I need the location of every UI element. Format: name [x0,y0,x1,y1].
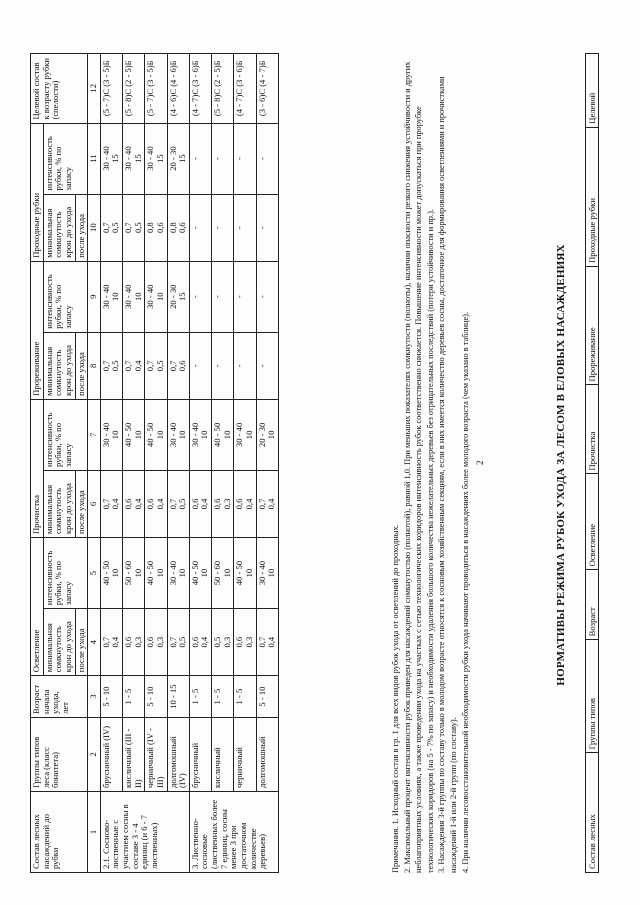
table-cell [123,123,145,194]
table-cell [145,399,167,470]
table-cell [212,399,234,470]
table-cell [234,123,256,194]
secondary-value: 15 [177,154,188,163]
secondary-value: 10 [154,568,165,578]
next-table-header [585,53,599,873]
table-cell: (4 - 7)С (3 - 6)Б [189,54,211,124]
primary-value: - [256,226,267,230]
col-number: 4 [88,609,101,676]
osv-min-header: минимальная сомкнутость крон до ухода [43,609,75,676]
secondary-value: 10 [177,568,188,578]
col-prorezh-header: Прореживание [31,261,44,399]
secondary-value: 0,4 [132,360,143,372]
primary-value: 0,6 [212,498,222,510]
primary-value: 0,6 [234,636,245,648]
table-cell [100,194,122,261]
col-number: 1 [88,792,101,873]
col-number: 11 [88,123,101,194]
table-cell: долгомошный [256,717,278,791]
secondary-value: 0,5 [154,360,165,372]
secondary-value: 10 [221,568,232,578]
secondary-value: 10 [199,568,210,578]
primary-value: 30 - 40 [189,422,200,448]
notes-block [390,53,471,873]
table-cell: (5 - 7)С (3 - 5)Б [100,54,122,124]
table-row [167,54,189,873]
table-cell: (5 - 7)С (3 - 5)Б [145,54,167,124]
primary-value: - [212,157,222,160]
primary-value: 0,7 [100,222,111,234]
table-cell: долгомошный (IV) [167,717,189,791]
table-cell [123,332,145,399]
table-cell [212,261,234,332]
primary-value: 0,7 [123,360,133,372]
header-row-1 [31,54,44,873]
col-prohod-header: Проходные рубки [31,123,44,261]
primary-value: 30 - 40 [100,422,111,448]
primary-value: - [256,157,267,160]
primary-value: 30 - 40 [123,284,133,309]
table-cell [189,609,211,676]
primary-value: 0,7 [167,636,178,648]
primary-value: 30 - 40 [100,284,111,309]
table-cell: 2.1. Сосново-лиственные с участием сосны в составе 3 - 4 единиц (и 6 - 7 лиственных) [100,792,189,873]
secondary-value: 0,3 [154,636,165,648]
table-cell [189,261,211,332]
primary-value: 0,6 [145,498,156,510]
prohod-after-header: после ухода [75,194,88,261]
table-cell: 10 - 15 [167,676,189,718]
table-body [100,54,278,873]
table-cell [100,332,122,399]
secondary-value: 10 [154,430,165,440]
prohod-int-header: интенсивность рубки, % по запасу [43,123,88,194]
secondary-value: 0,6 [177,360,188,372]
secondary-value: 0,4 [199,636,210,648]
secondary-value: 0,4 [132,498,143,510]
table-cell [256,194,278,261]
secondary-value: 0,3 [221,498,232,510]
col-number: 3 [88,676,101,718]
table-cell: 1 - 5 [123,676,145,718]
table-cell: брусничный (IV) [100,717,122,791]
table-cell: кисличный (III - II) [123,717,145,791]
primary-value: 30 - 40 [145,146,156,171]
table-cell [256,332,278,399]
secondary-value: 10 [177,430,188,440]
primary-value: 0,7 [256,498,267,510]
primary-value: 0,8 [145,222,156,234]
table-row [234,54,256,873]
table-cell [145,470,167,537]
table-cell [167,538,189,609]
primary-value: 40 - 50 [234,560,245,586]
table-cell [123,470,145,537]
rotated-content [20,40,620,885]
table-cell [100,399,122,470]
secondary-value: 10 [132,292,143,302]
table-cell [256,261,278,332]
table-cell [167,399,189,470]
primary-value: 30 - 40 [145,284,156,309]
primary-value: - [212,295,222,299]
primary-value: 40 - 50 [100,560,111,586]
table-cell [167,332,189,399]
primary-value: - [234,364,245,368]
col-proch-header: Прочистка [31,399,44,537]
secondary-value: 0,5 [110,360,121,372]
secondary-value: 10 [266,430,277,440]
table-cell: 5 - 10 [100,676,122,718]
primary-value: 0,6 [123,498,133,510]
table-cell: черничный (IV - III) [145,717,167,791]
primary-value: 20 - 30 [167,146,178,171]
table-cell: 3. Лиственно-сосновые (лиственных более 7 единиц, сосны менее 3 при достаточном количестве деревьев) [189,792,278,873]
primary-value: 0,6 [123,636,133,648]
table-cell [256,123,278,194]
primary-value: 0,6 [234,498,245,510]
table-cell [145,261,167,332]
table-cell: брусничный [189,717,211,791]
page-number: 2 [475,460,485,465]
table-cell [123,399,145,470]
table-cell [189,538,211,609]
footer-header-cell: Группы типов [586,640,599,753]
footer-header-cell: Прочистка [586,385,599,474]
section-title: НОРМАТИВЫ РЕЖИМА РУБОК УХОДА ЗА ЛЕСОМ В ЕЛОВЫХ НАСАЖДЕНИЯХ [555,244,567,686]
table-cell: (4 - 7)С (3 - 6)Б [234,54,256,124]
table-cell [167,261,189,332]
table-cell [123,609,145,676]
table-row [189,54,211,873]
secondary-value: 0,3 [132,636,143,648]
primary-value: 0,7 [100,636,111,648]
table-cell [212,123,234,194]
primary-value: 0,5 [212,636,222,648]
note-2: 2. Максимальный процент интенсивности рубок приведен для насаждений сомкнутостью (полнотой), равной 1,0. При меньших показателях сомкнутости (полноты), наличии опасности резкого снижения устойчивости и других неблагоприятных условиях, а также проведении ухода на участках с сетью технологических коридоров интенсивность рубок соответственно снижается. Повышение интенсивности может допускаться при прорубке технологических коридоров (на 5 - 7% по запасу) и необходимости удаления большого количества нежелательных деревьев без отрицательных последствий (потери устойчивости и пр.). [402,61,435,873]
table-cell [234,470,256,537]
primary-value: 0,6 [189,636,200,648]
primary-value: - [189,226,200,230]
table-cell [100,538,122,609]
primary-value: - [212,364,222,368]
table-cell [234,609,256,676]
primary-value: 0,7 [100,498,111,510]
table-cell [189,123,211,194]
primary-value: 30 - 40 [123,146,133,171]
secondary-value: 15 [177,292,188,302]
primary-value: - [234,157,245,160]
table-cell [234,399,256,470]
table-cell [212,332,234,399]
primary-value: 50 - 60 [212,560,222,586]
norms-table [30,53,279,873]
col-osv-header: Осветление [31,538,44,676]
primary-value: 0,6 [145,636,156,648]
primary-value: - [256,364,267,368]
secondary-value: 0,4 [154,498,165,510]
proch-int-header: интенсивность рубки, % по запасу [43,399,88,470]
table-cell [100,609,122,676]
primary-value: - [234,295,245,299]
table-cell: (5 - 8)С (2 - 5)Б [123,54,145,124]
primary-value: 0,6 [189,498,200,510]
primary-value: 0,7 [167,360,178,372]
table-row [145,54,167,873]
col-number: 7 [88,399,101,470]
primary-value: 0,7 [167,498,178,510]
col-number: 2 [88,717,101,791]
secondary-value: 15 [110,154,121,163]
secondary-value: 0,4 [110,498,121,510]
table-cell [167,470,189,537]
primary-value: - [212,226,222,230]
secondary-value: 0,4 [266,498,277,510]
primary-value: 30 - 40 [234,422,245,448]
primary-value: 40 - 50 [189,560,200,586]
table-cell [256,399,278,470]
primary-value: 20 - 30 [256,422,267,448]
col-number: 5 [88,538,101,609]
table-cell: (4 - 6)С (4 - 6)Б [167,54,189,124]
table-cell [212,538,234,609]
table-cell [189,332,211,399]
footer-header-cell: Осветление [586,474,599,570]
primary-value: 40 - 50 [123,422,133,448]
table-cell [123,194,145,261]
secondary-value: 10 [243,568,254,578]
secondary-value: 0,4 [199,498,210,510]
secondary-value: 10 [221,430,232,440]
primary-value: 0,7 [123,222,133,234]
table-cell [100,261,122,332]
secondary-value: 0,6 [177,222,188,234]
table-cell [145,538,167,609]
secondary-value: 0,3 [221,636,232,648]
col-types-header: Группы типов леса (класс бонитета) [31,717,88,791]
secondary-value: 15 [132,154,143,163]
secondary-value: 10 [266,568,277,578]
table-cell [189,399,211,470]
proch-min-header: минимальная сомкнутость крон до ухода [43,470,75,537]
secondary-value: 0,5 [132,222,143,234]
table-cell [212,609,234,676]
table-cell: черничный [234,717,256,791]
table-cell [234,538,256,609]
table-cell [189,470,211,537]
table-cell [234,261,256,332]
secondary-value: 10 [132,430,143,440]
table-cell [256,538,278,609]
table-cell: (5 - 8)С (2 - 5)Б [212,54,234,124]
table-cell [212,470,234,537]
prorezh-after-header: после ухода [75,332,88,399]
secondary-value: 0,6 [154,222,165,234]
secondary-value: 10 [154,292,165,302]
secondary-value: 0,5 [177,636,188,648]
primary-value: - [189,295,200,299]
primary-value: 0,7 [145,360,156,372]
footer-header-cell: Прореживание [586,266,599,385]
col-number: 6 [88,470,101,537]
secondary-value: 10 [110,292,121,302]
col-composition-header: Состав лесных насаждений до рубки [31,792,88,873]
secondary-value: 0,4 [110,636,121,648]
secondary-value: 10 [243,430,254,440]
primary-value: 40 - 50 [145,560,156,586]
col-number: 10 [88,194,101,261]
note-3: 3. Насаждения 3-й группы по составу только в молодом возрасте относятся к сосновым хозяйственным секциям, если в них имеется количество деревьев сосны, достаточное для формирования осветлениями и прочистками насаждений 1-й или 2-й групп (по составу). [437,76,458,873]
table-cell [189,194,211,261]
secondary-value: 0,5 [110,222,121,234]
secondary-value: 0,3 [243,636,254,648]
secondary-value: 0,5 [177,498,188,510]
primary-value: 30 - 40 [167,560,178,586]
table-cell [234,332,256,399]
proch-after-header: после ухода [75,470,88,537]
secondary-value: 0,4 [266,636,277,648]
prorezh-min-header: минимальная сомкнутость крон до ухода [43,332,75,399]
osv-after-header: после ухода [75,609,88,676]
primary-value: - [256,295,267,299]
secondary-value: 10 [199,430,210,440]
table-cell [234,194,256,261]
prohod-min-header: минимальная сомкнутость крон до ухода [43,194,75,261]
secondary-value: 15 [154,154,165,163]
table-cell [256,470,278,537]
footer-header-cell: Возраст [586,570,599,640]
footer-header-cell: Проходные рубки [586,127,599,266]
table-row [212,54,234,873]
table-cell [212,194,234,261]
primary-value: 0,7 [256,636,267,648]
table-cell: 5 - 10 [145,676,167,718]
table-cell [167,123,189,194]
table-cell [145,123,167,194]
table-cell: 5 - 10 [256,676,278,718]
primary-value: 30 - 40 [167,422,178,448]
table-cell [167,194,189,261]
col-number: 9 [88,261,101,332]
col-number: 12 [88,54,101,124]
table-cell: кисличный [212,717,234,791]
table-cell [256,609,278,676]
table-row [123,54,145,873]
primary-value: 40 - 50 [212,422,222,448]
table-cell [100,123,122,194]
primary-value: 20 - 30 [167,284,178,309]
footer-header-cell: Целевой [586,54,599,128]
table-cell [145,194,167,261]
table-cell: 1 - 5 [234,676,256,718]
footer-header-cell: Состав лесных [586,753,599,873]
primary-value: 40 - 50 [145,422,156,448]
table-cell [123,538,145,609]
col-age-header: Возраст начала ухода, лет [31,676,88,718]
secondary-value: 10 [110,568,121,578]
note-4: 4. При наличии лесовосстановительной необходимости рубки ухода начинают проводиться в насаждениях более молодого возраста (чем указано в таблице). [460,311,470,873]
primary-value: - [189,364,200,368]
col-target-header: Целевой состав к возрасту рубки (спелости) [31,54,88,124]
next-table-header-row [586,54,599,873]
primary-value: - [189,157,200,160]
table-row [256,54,278,873]
table-cell [145,332,167,399]
table-cell: 1 - 5 [189,676,211,718]
note-1: Примечания. 1. Исходный состав в гр. 1 для всех видов рубок ухода от осветлений до проходных. [391,524,400,873]
primary-value: 30 - 40 [256,560,267,586]
table-cell [123,261,145,332]
primary-value: 50 - 60 [123,560,133,586]
table-cell [167,609,189,676]
primary-value: 30 - 40 [100,146,111,171]
table-cell: (3 - 6)С (4 - 7)Б [256,54,278,124]
primary-value: - [234,226,245,230]
table-cell: 1 - 5 [212,676,234,718]
prorezh-int-header: интенсивность рубки, % по запасу [43,261,88,332]
column-numbers-row [88,54,101,873]
col-number: 8 [88,332,101,399]
secondary-value: 10 [110,430,121,440]
table-row [100,54,122,873]
table-cell [145,609,167,676]
secondary-value: 0,4 [243,498,254,510]
osv-int-header: интенсивность рубки, % по запасу [43,538,88,609]
table-cell [100,470,122,537]
secondary-value: 10 [132,568,143,578]
primary-value: 0,7 [100,360,111,372]
primary-value: 0,8 [167,222,178,234]
